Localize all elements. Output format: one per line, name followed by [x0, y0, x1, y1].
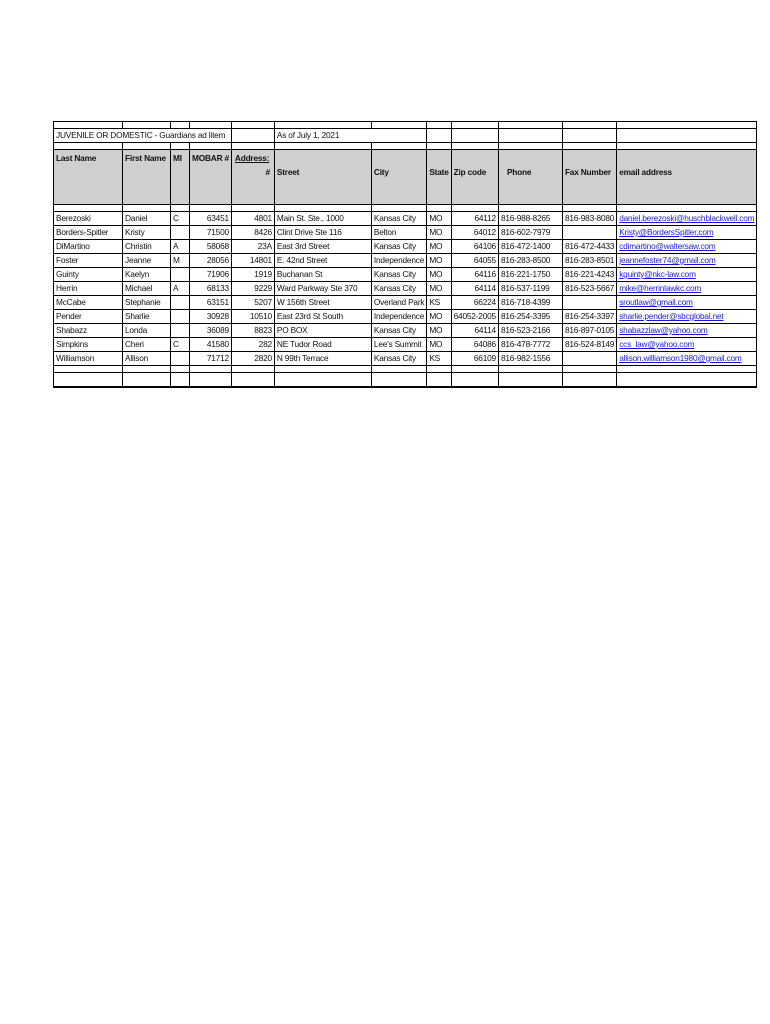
cell-street: East 23rd St South — [274, 310, 371, 324]
cell-zip: 64052-2005 — [451, 310, 498, 324]
cell-email — [617, 226, 757, 240]
cell-phone: 816-523-2166 — [498, 324, 562, 338]
cell-fax — [562, 352, 616, 366]
cell-city: Kansas City — [371, 268, 426, 282]
cell-first-name: Allison — [123, 352, 171, 366]
cell-address-number: 23A — [231, 240, 274, 254]
cell-address-number: 5207 — [231, 296, 274, 310]
cell-state: MO — [427, 226, 451, 240]
spacer-row — [54, 122, 757, 129]
cell-first-name: Daniel — [123, 212, 171, 226]
table-row — [54, 310, 757, 324]
cell-city: Kansas City — [371, 324, 426, 338]
header-state: State — [427, 150, 451, 205]
cell-email — [617, 268, 757, 282]
cell-mi: C — [171, 212, 190, 226]
email-link[interactable]: sroutlaw@gmail.com — [619, 297, 693, 307]
cell-mobar: 36089 — [190, 324, 232, 338]
cell-street: Ward Parkway Ste 370 — [274, 282, 371, 296]
cell-zip: 64106 — [451, 240, 498, 254]
cell-phone: 816-537-1199 — [498, 282, 562, 296]
cell-mobar: 71500 — [190, 226, 232, 240]
cell-mobar: 41580 — [190, 338, 232, 352]
cell-last-name: Simpkins — [54, 338, 123, 352]
cell-street: N 99th Terrace — [274, 352, 371, 366]
table-footer — [54, 366, 757, 388]
cell-city: Belton — [371, 226, 426, 240]
cell-email — [617, 338, 757, 352]
cell-fax: 816-983-8080 — [562, 212, 616, 226]
cell-city: Kansas City — [371, 352, 426, 366]
table-row — [54, 226, 757, 240]
header-address-number: # — [265, 167, 270, 177]
cell-first-name: Jeanne — [123, 254, 171, 268]
cell-last-name: Herrin — [54, 282, 123, 296]
cell-city: Independence — [371, 310, 426, 324]
cell-state: KS — [427, 352, 451, 366]
cell-mobar: 28056 — [190, 254, 232, 268]
cell-phone: 816-602-7979 — [498, 226, 562, 240]
cell-mi: C — [171, 338, 190, 352]
cell-street: E. 42nd Street — [274, 254, 371, 268]
cell-mobar: 71906 — [190, 268, 232, 282]
email-link[interactable]: shabazzlaw@yahoo.com — [619, 325, 708, 335]
cell-mobar: 63151 — [190, 296, 232, 310]
cell-street: PO BOX — [274, 324, 371, 338]
cell-last-name: Foster — [54, 254, 123, 268]
header-last-name: Last Name — [54, 150, 123, 205]
cell-zip: 64116 — [451, 268, 498, 282]
cell-address-number: 8426 — [231, 226, 274, 240]
cell-zip: 64112 — [451, 212, 498, 226]
cell-mobar: 30928 — [190, 310, 232, 324]
cell-fax: 816-283-8501 — [562, 254, 616, 268]
cell-state: MO — [427, 240, 451, 254]
cell-phone: 816-478-7772 — [498, 338, 562, 352]
cell-state: MO — [427, 254, 451, 268]
header-first-name: First Name — [123, 150, 171, 205]
cell-last-name: Pender — [54, 310, 123, 324]
table-row — [54, 254, 757, 268]
guardians-table — [53, 121, 757, 388]
cell-fax: 816-472-4433 — [562, 240, 616, 254]
cell-street: NE Tudor Road — [274, 338, 371, 352]
email-link[interactable]: allison.williamson1980@gmail.com — [619, 353, 742, 363]
table-row — [54, 324, 757, 338]
email-link[interactable]: jeannefoster74@gmail.com — [619, 255, 716, 265]
email-link[interactable]: kguinty@nkc-law.com — [619, 269, 696, 279]
table-row — [54, 282, 757, 296]
cell-email — [617, 310, 757, 324]
cell-last-name: Williamson — [54, 352, 123, 366]
cell-last-name: Shabazz — [54, 324, 123, 338]
cell-address-number: 8823 — [231, 324, 274, 338]
cell-address-number: 14801 — [231, 254, 274, 268]
cell-fax — [562, 226, 616, 240]
header-street: Street — [274, 150, 371, 205]
cell-street: W 156th Street — [274, 296, 371, 310]
cell-phone: 816-472-1400 — [498, 240, 562, 254]
cell-email — [617, 324, 757, 338]
cell-state: MO — [427, 310, 451, 324]
cell-fax: 816-221-4243 — [562, 268, 616, 282]
email-link[interactable]: Kristy@BordersSpitler.com — [619, 227, 714, 237]
title-row — [54, 129, 757, 143]
as-of-date: As of July 1, 2021 — [274, 129, 426, 143]
table-row — [54, 352, 757, 366]
spacer-row — [54, 143, 757, 150]
cell-phone: 816-718-4399 — [498, 296, 562, 310]
cell-email — [617, 296, 757, 310]
header-fax: Fax Number — [562, 150, 616, 205]
cell-mi — [171, 324, 190, 338]
cell-city: Kansas City — [371, 282, 426, 296]
cell-email — [617, 254, 757, 268]
cell-address-number: 9229 — [231, 282, 274, 296]
email-link[interactable]: sharlie.pender@sbcglobal.net — [619, 311, 724, 321]
cell-phone: 816-988-8265 — [498, 212, 562, 226]
cell-street: Main St. Ste., 1000 — [274, 212, 371, 226]
email-link[interactable]: daniel.berezoski@huschblackwell.com — [619, 213, 755, 223]
table-row — [54, 212, 757, 226]
cell-city: Independence — [371, 254, 426, 268]
cell-state: MO — [427, 212, 451, 226]
header-city: City — [371, 150, 426, 205]
cell-state: MO — [427, 268, 451, 282]
cell-last-name: Berezoski — [54, 212, 123, 226]
table-row — [54, 240, 757, 254]
cell-city: Overland Park — [371, 296, 426, 310]
cell-first-name: Kaelyn — [123, 268, 171, 282]
cell-first-name: Stephanie — [123, 296, 171, 310]
cell-first-name: Kristy — [123, 226, 171, 240]
cell-street: East 3rd Street — [274, 240, 371, 254]
cell-city: Kansas City — [371, 240, 426, 254]
cell-mi: A — [171, 282, 190, 296]
spacer-row — [54, 205, 757, 212]
cell-first-name: Christin — [123, 240, 171, 254]
email-link[interactable]: ccs_law@yahoo.com — [619, 339, 695, 349]
cell-mobar: 63451 — [190, 212, 232, 226]
header-address — [231, 150, 274, 205]
cell-zip: 64114 — [451, 324, 498, 338]
header-zip: Zip code — [451, 150, 498, 205]
cell-phone: 816-982-1556 — [498, 352, 562, 366]
cell-address-number: 1919 — [231, 268, 274, 282]
cell-first-name: Cheri — [123, 338, 171, 352]
table-body — [54, 122, 757, 212]
cell-mi — [171, 352, 190, 366]
cell-last-name: Guinty — [54, 268, 123, 282]
cell-fax: 816-897-0105 — [562, 324, 616, 338]
cell-street: Buchanan St — [274, 268, 371, 282]
cell-last-name: DiMartino — [54, 240, 123, 254]
cell-street: Clint Drive Ste 116 — [274, 226, 371, 240]
header-phone: Phone — [498, 150, 562, 205]
cell-fax: 816-523-5667 — [562, 282, 616, 296]
table-row — [54, 296, 757, 310]
header-email: email address — [617, 150, 757, 205]
cell-last-name: Borders-Spitler — [54, 226, 123, 240]
email-link[interactable]: cdimartino@waltersaw.com — [619, 241, 716, 251]
cell-zip: 64055 — [451, 254, 498, 268]
table-row — [54, 338, 757, 352]
table-row — [54, 268, 757, 282]
cell-mobar: 58068 — [190, 240, 232, 254]
header-mi: MI — [171, 150, 190, 205]
spacer-row — [54, 373, 757, 388]
header-address-label: Address: — [234, 153, 270, 163]
cell-zip: 64114 — [451, 282, 498, 296]
spacer-row — [54, 366, 757, 373]
cell-zip: 64086 — [451, 338, 498, 352]
cell-fax: 816-254-3397 — [562, 310, 616, 324]
cell-email — [617, 282, 757, 296]
cell-city: Kansas City — [371, 212, 426, 226]
cell-phone: 816-254-3395 — [498, 310, 562, 324]
cell-phone: 816-221-1750 — [498, 268, 562, 282]
cell-state: MO — [427, 338, 451, 352]
cell-phone: 816-283-8500 — [498, 254, 562, 268]
cell-zip: 64012 — [451, 226, 498, 240]
cell-fax — [562, 296, 616, 310]
data-rows — [54, 212, 757, 366]
cell-first-name: Londa — [123, 324, 171, 338]
sheet-title: JUVENILE OR DOMESTIC - Guardians ad litem — [54, 129, 232, 143]
cell-zip: 66224 — [451, 296, 498, 310]
cell-state: KS — [427, 296, 451, 310]
cell-state: MO — [427, 324, 451, 338]
header-mobar: MOBAR # — [190, 150, 232, 205]
cell-fax: 816-524-8149 — [562, 338, 616, 352]
cell-mi — [171, 296, 190, 310]
cell-email — [617, 240, 757, 254]
cell-address-number: 2820 — [231, 352, 274, 366]
cell-address-number: 10510 — [231, 310, 274, 324]
cell-address-number: 4801 — [231, 212, 274, 226]
cell-mi — [171, 226, 190, 240]
cell-city: Lee's Summit — [371, 338, 426, 352]
cell-state: MO — [427, 282, 451, 296]
cell-mi — [171, 268, 190, 282]
cell-mi: A — [171, 240, 190, 254]
cell-address-number: 282 — [231, 338, 274, 352]
cell-mobar: 71712 — [190, 352, 232, 366]
cell-mi — [171, 310, 190, 324]
header-row — [54, 150, 757, 205]
email-link[interactable]: mike@herrinlawkc.com — [619, 283, 702, 293]
cell-zip: 66109 — [451, 352, 498, 366]
cell-mobar: 68133 — [190, 282, 232, 296]
cell-email — [617, 212, 757, 226]
cell-mi: M — [171, 254, 190, 268]
cell-last-name: McCabe — [54, 296, 123, 310]
cell-first-name: Michael — [123, 282, 171, 296]
cell-email — [617, 352, 757, 366]
cell-first-name: Sharlie — [123, 310, 171, 324]
